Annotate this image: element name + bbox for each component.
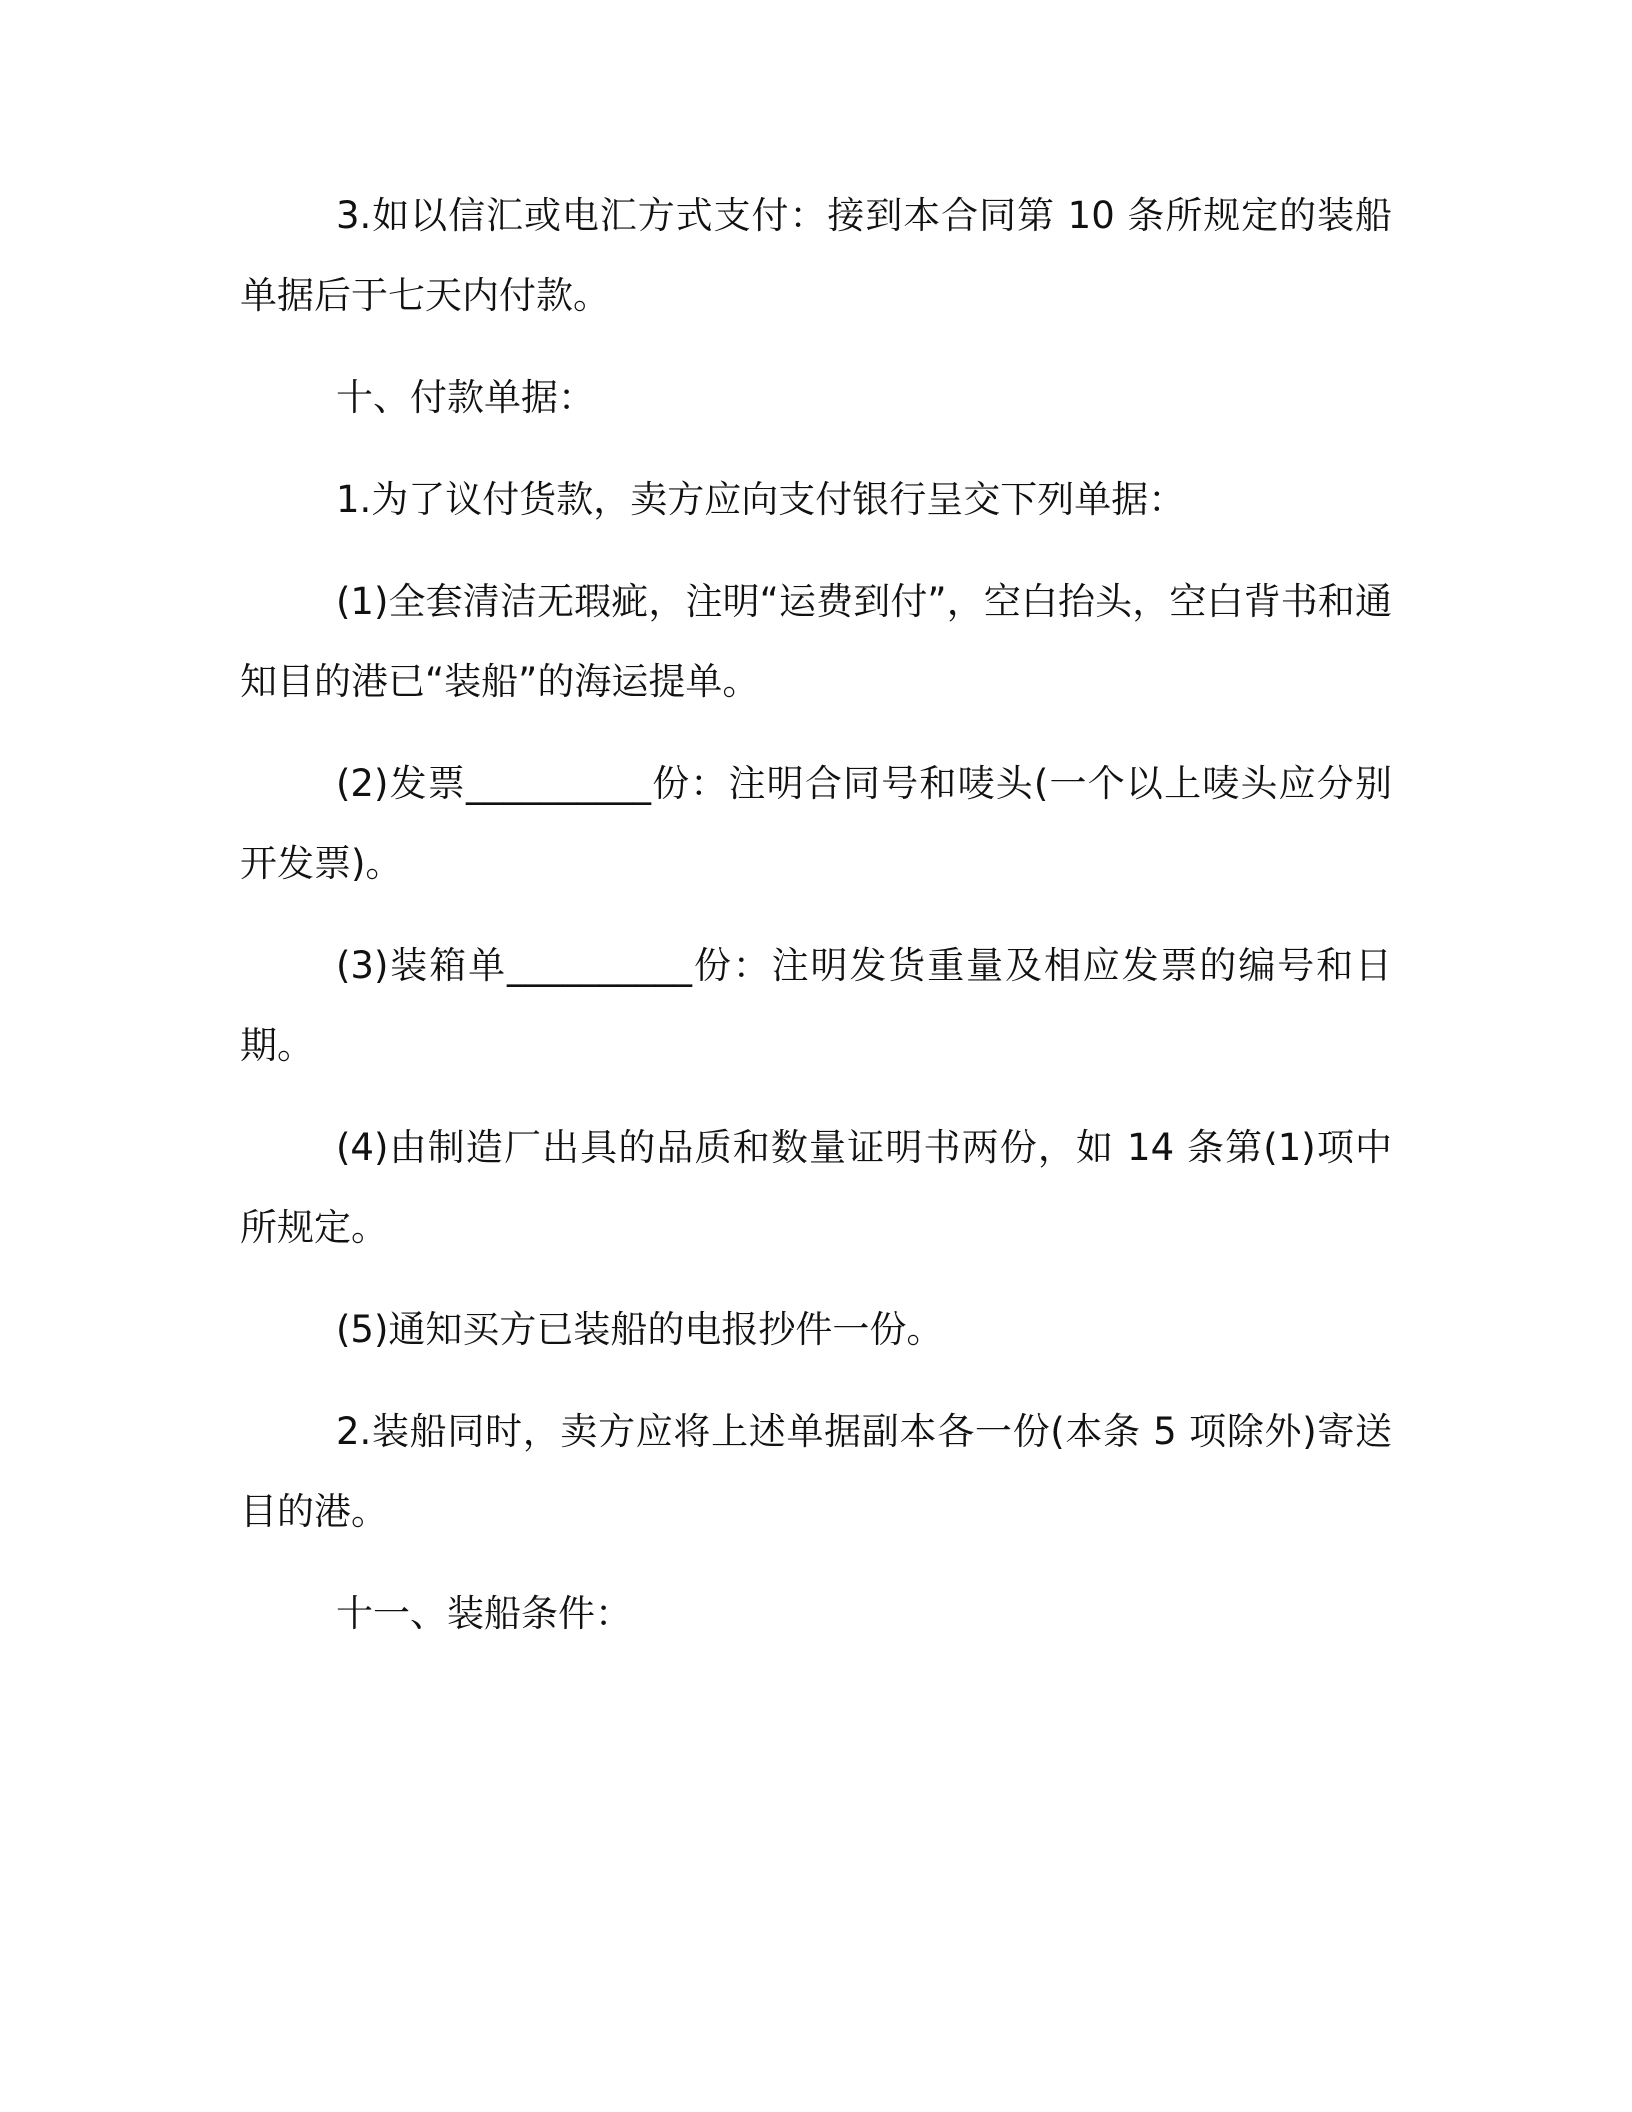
heading-shipment-conditions: 十一、装船条件： [336,1592,632,1635]
paragraph-invoice: (2)发票__________份：注明合同号和唛头(一个以上唛头应分别开发票)。 [240,762,1392,885]
paragraph-payment-remittance: 3.如以信汇或电汇方式支付：接到本合同第 10 条所规定的装船单据后于七天内付款。 [240,194,1392,317]
paragraph-packing-list: (3)装箱单__________份：注明发货重量及相应发票的编号和日期。 [240,944,1392,1067]
paragraph-negotiation-documents: 1.为了议付货款，卖方应向支付银行呈交下列单据： [336,478,1186,521]
paragraph-shipment-telegram: (5)通知买方已装船的电报抄件一份。 [336,1308,944,1351]
document-body [240,176,1392,1676]
paragraph-bill-of-lading: (1)全套清洁无瑕疵，注明“运费到付”，空白抬头，空白背书和通知目的港已“装船”的海运提单。 [240,580,1392,703]
heading-payment-documents: 十、付款单据： [336,376,595,419]
paragraph-quality-certificate: (4)由制造厂出具的品质和数量证明书两份，如 14 条第(1)项中所规定。 [240,1126,1392,1249]
paragraph-document-copies: 2.装船同时，卖方应将上述单据副本各一份(本条 5 项除外)寄送目的港。 [240,1410,1392,1533]
